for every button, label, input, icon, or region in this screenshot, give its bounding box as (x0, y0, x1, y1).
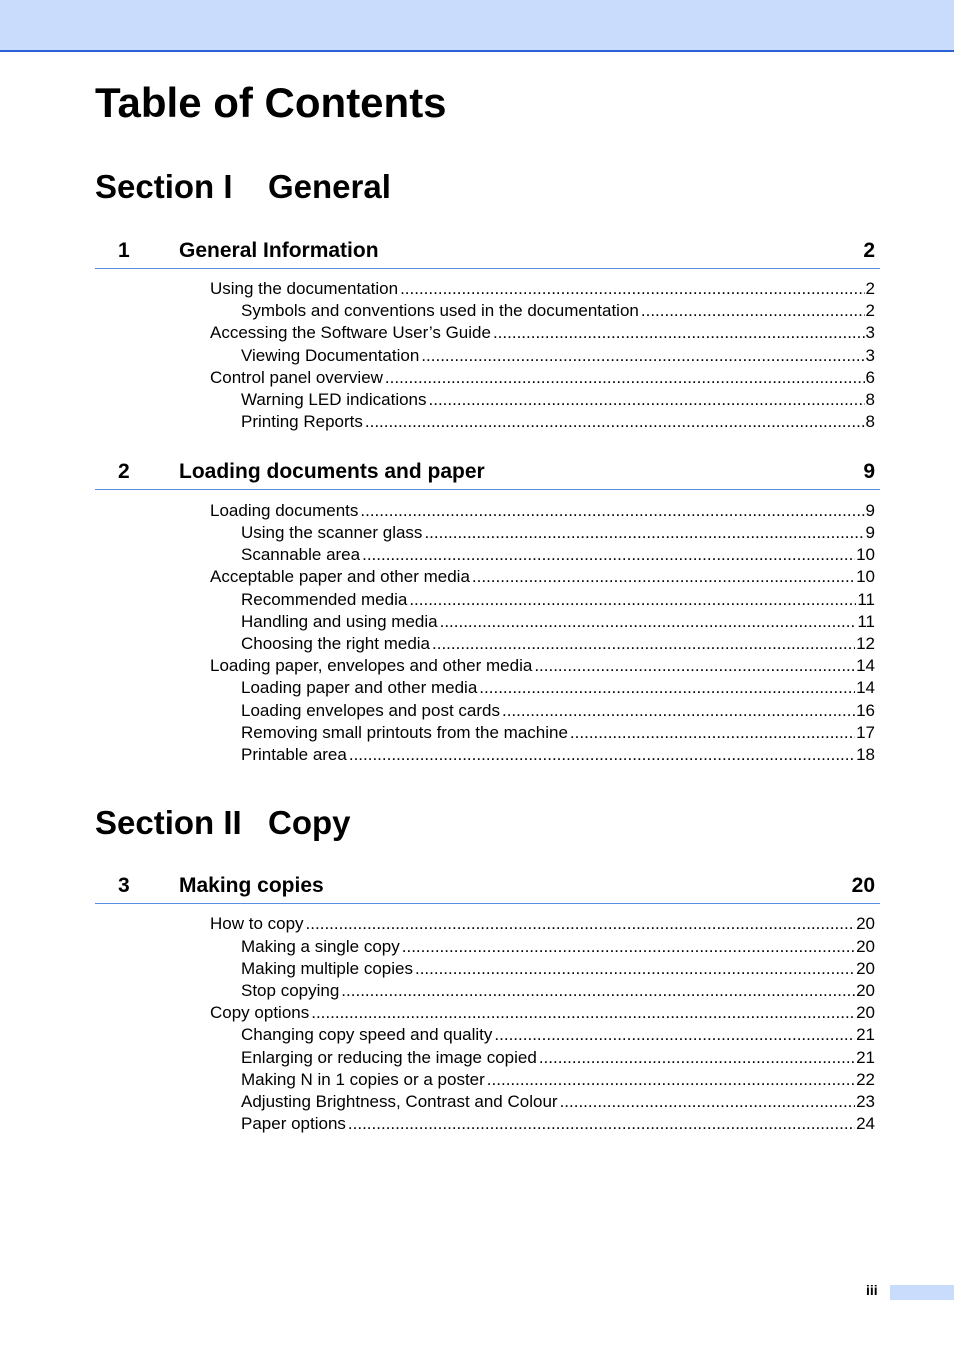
toc-entry[interactable] (241, 1024, 875, 1046)
entry-page: 9 (865, 523, 875, 542)
entry-page: 24 (856, 1114, 875, 1133)
entry-page: 9 (865, 501, 875, 520)
chapter-page: 20 (851, 874, 875, 897)
entry-title: Copy options (210, 1003, 310, 1022)
toc-entry[interactable] (210, 1002, 875, 1024)
entry-title: Loading documents (210, 501, 359, 520)
entry-page: 21 (856, 1048, 875, 1067)
toc-entry[interactable] (210, 500, 875, 522)
toc-entry[interactable] (210, 913, 875, 935)
toc-entry[interactable] (241, 936, 875, 958)
entry-page: 10 (856, 567, 875, 586)
section-number: Section I (95, 168, 233, 205)
toc-entry[interactable] (241, 633, 875, 655)
chapter-title: Loading documents and paper (179, 460, 485, 483)
dot-leader (385, 367, 865, 389)
page-title: Table of Contents (95, 79, 447, 126)
dot-leader (311, 1002, 855, 1024)
entry-page: 20 (856, 959, 875, 978)
dot-leader (362, 544, 855, 566)
toc-entry[interactable] (241, 411, 875, 433)
entry-page: 2 (865, 301, 875, 320)
toc-entry[interactable] (241, 522, 875, 544)
dot-leader (341, 980, 855, 1002)
dot-leader (306, 913, 856, 935)
toc-entry[interactable] (241, 611, 875, 633)
header-band (0, 0, 954, 52)
toc-entry[interactable] (241, 1113, 875, 1135)
toc-entry[interactable] (241, 389, 875, 411)
entry-page: 2 (865, 279, 875, 298)
entry-page: 18 (856, 745, 875, 764)
dot-leader (487, 1069, 855, 1091)
chapter-heading-2[interactable] (95, 457, 880, 490)
toc-entry[interactable] (241, 980, 875, 1002)
entry-title: How to copy (210, 914, 304, 933)
dot-leader (421, 345, 864, 367)
dot-leader (402, 936, 855, 958)
entry-page: 8 (865, 412, 875, 431)
dot-leader (502, 700, 855, 722)
section-name: Copy (268, 804, 351, 841)
toc-entry[interactable] (241, 722, 875, 744)
dot-leader (570, 722, 855, 744)
toc-entry[interactable] (241, 744, 875, 766)
dot-leader (365, 411, 865, 433)
entry-page: 22 (856, 1070, 875, 1089)
entry-title: Recommended media (241, 590, 408, 609)
toc-entry[interactable] (210, 322, 875, 344)
chapter-page: 9 (863, 460, 875, 483)
entry-title: Making multiple copies (241, 959, 413, 978)
toc-entry[interactable] (210, 367, 875, 389)
section-heading-general (95, 167, 391, 207)
entry-title: Removing small printouts from the machine (241, 723, 568, 742)
dot-leader (494, 1024, 855, 1046)
dot-leader (560, 1091, 856, 1113)
entry-title: Loading envelopes and post cards (241, 701, 500, 720)
toc-entry[interactable] (210, 566, 875, 588)
entry-page: 12 (856, 634, 875, 653)
entry-title: Enlarging or reducing the image copied (241, 1048, 537, 1067)
entry-title: Paper options (241, 1114, 346, 1133)
entry-title: Making N in 1 copies or a poster (241, 1070, 485, 1089)
dot-leader (493, 322, 865, 344)
dot-leader (479, 677, 855, 699)
entry-title: Acceptable paper and other media (210, 567, 470, 586)
entry-title: Stop copying (241, 981, 340, 1000)
section-heading-copy (95, 803, 351, 843)
entry-page: 3 (865, 346, 875, 365)
toc-entry[interactable] (241, 1091, 875, 1113)
entry-page: 16 (856, 701, 875, 720)
entry-title: Printing Reports (241, 412, 363, 431)
dot-leader (400, 278, 864, 300)
entry-page: 11 (857, 612, 875, 631)
entry-page: 3 (865, 323, 875, 342)
entry-page: 10 (856, 545, 875, 564)
dot-leader (534, 655, 855, 677)
dot-leader (472, 566, 855, 588)
entry-page: 20 (856, 937, 875, 956)
entry-title: Loading paper and other media (241, 678, 478, 697)
dot-leader (409, 589, 856, 611)
dot-leader (432, 633, 855, 655)
entry-title: Scannable area (241, 545, 361, 564)
chapter-title: Making copies (179, 874, 324, 897)
entry-title: Handling and using media (241, 612, 438, 631)
chapter-title: General Information (179, 239, 379, 262)
entry-page: 17 (856, 723, 875, 742)
entry-title: Accessing the Software User’s Guide (210, 323, 491, 342)
toc-entry[interactable] (241, 589, 875, 611)
toc-entry[interactable] (241, 700, 875, 722)
entry-title: Adjusting Brightness, Contrast and Colour (241, 1092, 558, 1111)
entry-title: Symbols and conventions used in the documentation (241, 301, 639, 320)
toc-entry[interactable] (241, 1069, 875, 1091)
footer-page-number: iii (866, 1282, 878, 1298)
section-name: General (268, 168, 391, 205)
entry-title: Control panel overview (210, 368, 383, 387)
chapter-number: 1 (118, 239, 130, 262)
entry-page: 11 (857, 590, 875, 609)
entry-page: 23 (856, 1092, 875, 1111)
dot-leader (440, 611, 857, 633)
dot-leader (360, 500, 864, 522)
toc-entry[interactable] (210, 655, 875, 677)
entry-page: 20 (856, 981, 875, 1000)
entry-page: 20 (856, 1003, 875, 1022)
chapter-page: 2 (863, 239, 875, 262)
toc-entry[interactable] (241, 958, 875, 980)
entry-title: Warning LED indications (241, 390, 427, 409)
entry-page: 14 (856, 656, 875, 675)
toc-entry[interactable] (241, 677, 875, 699)
entry-title: Loading paper, envelopes and other media (210, 656, 533, 675)
dot-leader (429, 389, 865, 411)
section-number: Section II (95, 804, 242, 841)
chapter-number: 3 (118, 874, 130, 897)
dot-leader (349, 744, 855, 766)
entry-title: Using the scanner glass (241, 523, 423, 542)
chapter-heading-1[interactable] (95, 236, 880, 269)
entry-title: Using the documentation (210, 279, 399, 298)
entry-page: 20 (856, 914, 875, 933)
entry-title: Making a single copy (241, 937, 400, 956)
dot-leader (539, 1047, 855, 1069)
toc-entry[interactable] (241, 1047, 875, 1069)
chapter-number: 2 (118, 460, 130, 483)
footer-tab (890, 1285, 954, 1300)
entry-title: Viewing Documentation (241, 346, 420, 365)
entry-page: 14 (856, 678, 875, 697)
toc-entry[interactable] (241, 544, 875, 566)
entry-title: Choosing the right media (241, 634, 431, 653)
entry-title: Printable area (241, 745, 347, 764)
toc-entry[interactable] (210, 278, 875, 300)
toc-entry[interactable] (241, 300, 875, 322)
dot-leader (348, 1113, 855, 1135)
entry-page: 21 (856, 1025, 875, 1044)
entry-page: 6 (865, 368, 875, 387)
entry-title: Changing copy speed and quality (241, 1025, 493, 1044)
dot-leader (424, 522, 864, 544)
dot-leader (415, 958, 855, 980)
entry-page: 8 (865, 390, 875, 409)
chapter-heading-3[interactable] (95, 871, 880, 904)
dot-leader (641, 300, 865, 322)
toc-entry[interactable] (241, 345, 875, 367)
